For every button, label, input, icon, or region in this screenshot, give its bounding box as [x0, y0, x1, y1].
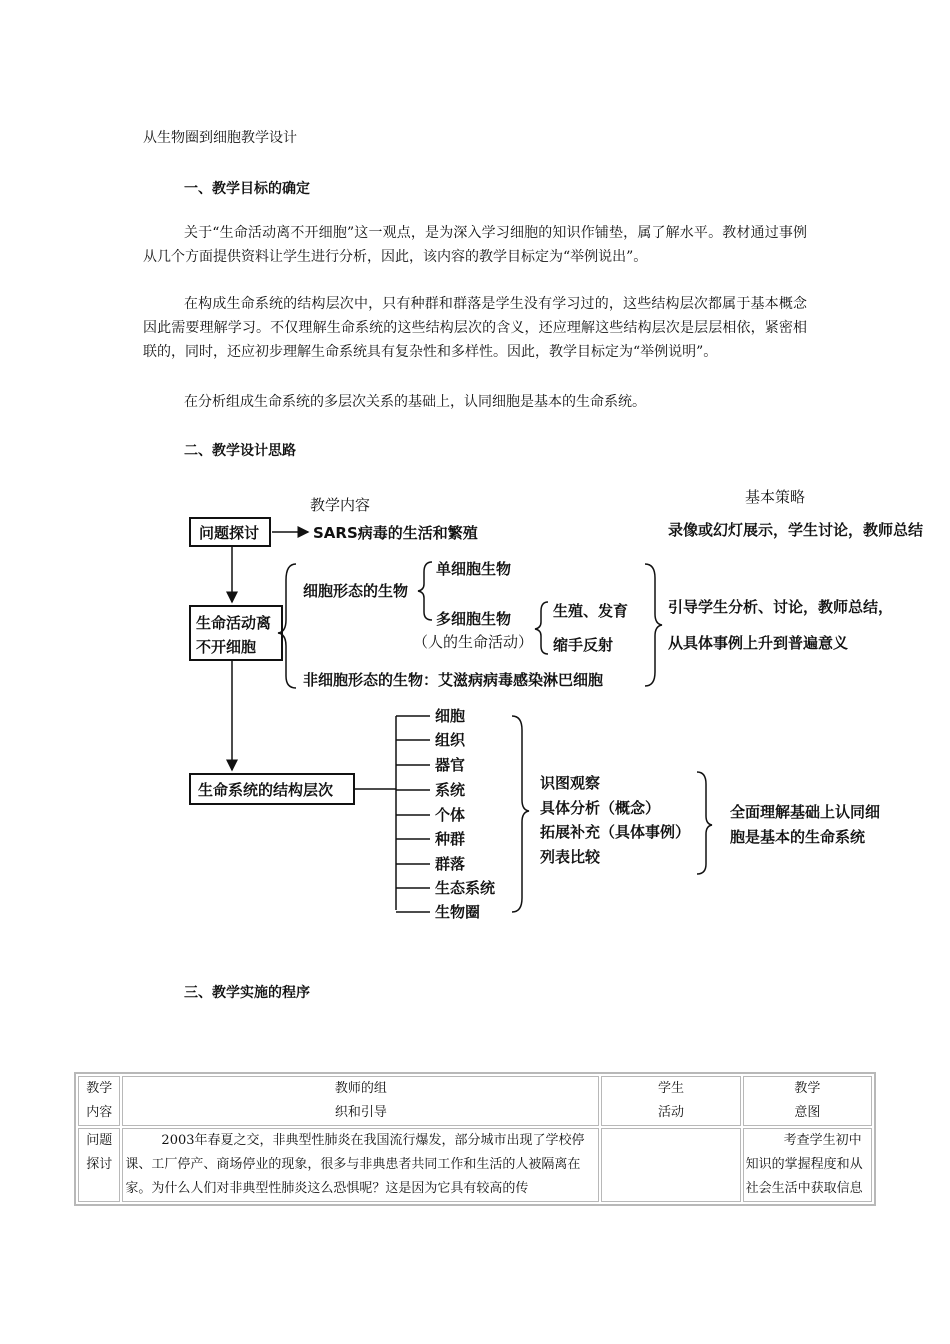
- header-intent-cell: [743, 1076, 872, 1126]
- box-life-activity-line1: 生命活动离: [196, 614, 272, 632]
- level-tissue: 组织: [435, 731, 466, 749]
- box-problem-discussion-label: 问题探讨: [199, 524, 260, 542]
- row1-teacher-cell: [122, 1128, 599, 1202]
- diagram-header-content: 教学内容: [310, 496, 371, 514]
- row1-intent-cell: [743, 1128, 872, 1202]
- row1-content-line1: 问题: [86, 1133, 113, 1148]
- level-biosphere: 生物圈: [435, 903, 481, 921]
- levels-group: [396, 707, 495, 921]
- level-population: 种群: [435, 830, 466, 848]
- diagram-header-strategy: 基本策略: [745, 488, 806, 506]
- multicellular-organisms: 多细胞生物: [436, 610, 512, 628]
- hand-withdrawal-reflex: 缩手反射: [553, 636, 614, 654]
- header-content-line2: 内容: [86, 1105, 113, 1120]
- brace-cell-types: [418, 562, 432, 620]
- section-heading-2: 二、教学设计思路: [184, 443, 296, 459]
- table-header-row: [78, 1076, 872, 1126]
- unicellular-organisms: 单细胞生物: [436, 560, 512, 578]
- level-organ: 器官: [435, 756, 466, 774]
- method-1: 识图观察: [540, 774, 601, 792]
- topic-sars: SARS病毒的生活和繁殖: [313, 524, 478, 542]
- row1-content-cell: [78, 1128, 120, 1202]
- header-content-line1: 教学: [86, 1081, 113, 1096]
- reproduction-development: 生殖、发育: [553, 602, 629, 620]
- brace-box2-strategy: [645, 564, 662, 686]
- non-cellular-organisms: 非细胞形态的生物：艾滋病病毒感染淋巴细胞: [303, 671, 604, 689]
- strategy-box2-line1: 引导学生分析、讨论，教师总结，: [668, 598, 894, 616]
- row1-content-line2: 探讨: [86, 1157, 113, 1172]
- table-row: [78, 1128, 872, 1202]
- box-structure-levels-label: 生命系统的结构层次: [198, 781, 334, 799]
- header-intent-line2: 意图: [794, 1105, 821, 1120]
- cell-form-organisms: 细胞形态的生物: [303, 582, 409, 600]
- method-2: 具体分析（概念）: [540, 799, 661, 817]
- brace-box2: [278, 564, 296, 688]
- brace-multicellular: [535, 602, 548, 654]
- header-content-cell: [78, 1076, 120, 1126]
- strategy-box3-line2: 胞是基本的生命系统: [730, 828, 866, 846]
- level-cell: 细胞: [435, 707, 466, 725]
- section-heading-3: 三、教学实施的程序: [184, 985, 310, 1001]
- procedure-table: [74, 1072, 876, 1206]
- header-intent-line1: 教学: [794, 1081, 821, 1096]
- box-life-activity-line2: 不开细胞: [196, 638, 257, 656]
- method-3: 拓展补充（具体事例）: [540, 823, 691, 841]
- paragraph-2: 在构成生命系统的结构层次中，只有种群和群落是学生没有学习过的，这些结构层次都属于基本概念因此需要理解学习。不仅理解生命系统的这些结构层次的含义，还应理解这些结构层次是层层相依，紧密相联的，同时，还应初步理解生命系统具有复杂性和多样性。因此，教学目标定为“举例说明”。: [143, 296, 807, 360]
- method-4: 列表比较: [540, 848, 601, 866]
- header-teacher-cell: [122, 1076, 599, 1126]
- paragraph-3: 在分析组成生命系统的多层次关系的基础上，认同细胞是基本的生命系统。: [184, 394, 646, 410]
- human-life-activity: （人的生命活动）: [413, 633, 534, 651]
- row1-student-cell: [601, 1128, 740, 1202]
- level-system: 系统: [435, 781, 466, 799]
- row1-intent-text: 考查学生初中知识的掌握程度和从社会生活中获取信息: [745, 1133, 863, 1196]
- strategy-box2-line2: 从具体事例上升到普遍意义: [668, 634, 849, 652]
- paragraph-1: 关于“生命活动离不开细胞”这一观点，是为深入学习细胞的知识作铺垫，属了解水平。教材通过事例从几个方面提供资料让学生进行分析，因此，该内容的教学目标定为“举例说出”。: [143, 225, 807, 265]
- document-title: 从生物圈到细胞教学设计: [143, 130, 297, 146]
- header-student-line2: 活动: [657, 1105, 684, 1120]
- header-student-cell: [601, 1076, 740, 1126]
- brace-levels: [512, 716, 529, 912]
- strategy-box3-line1: 全面理解基础上认同细: [730, 803, 881, 821]
- level-ecosystem: 生态系统: [435, 879, 496, 897]
- section-heading-1: 一、教学目标的确定: [184, 181, 310, 197]
- level-individual: 个体: [435, 806, 466, 824]
- strategy-box1: 录像或幻灯展示，学生讨论，教师总结: [668, 521, 924, 539]
- header-teacher-line2: 织和引导: [334, 1105, 387, 1120]
- level-community: 群落: [435, 855, 466, 873]
- header-student-line1: 学生: [657, 1081, 684, 1096]
- teaching-design-diagram: [0, 480, 950, 930]
- row1-teacher-text: 2003年春夏之交，非典型性肺炎在我国流行爆发，部分城市出现了学校停课、工厂停产、商场停业的现象，很多与非典患者共同工作和生活的人被隔离在家。为什么人们对非典型性肺炎这么恐惧呢？这是因为它具有较高的传: [125, 1133, 585, 1196]
- brace-methods: [697, 772, 712, 874]
- header-teacher-line1: 教师的组: [334, 1081, 387, 1096]
- methods-group: [539, 774, 690, 866]
